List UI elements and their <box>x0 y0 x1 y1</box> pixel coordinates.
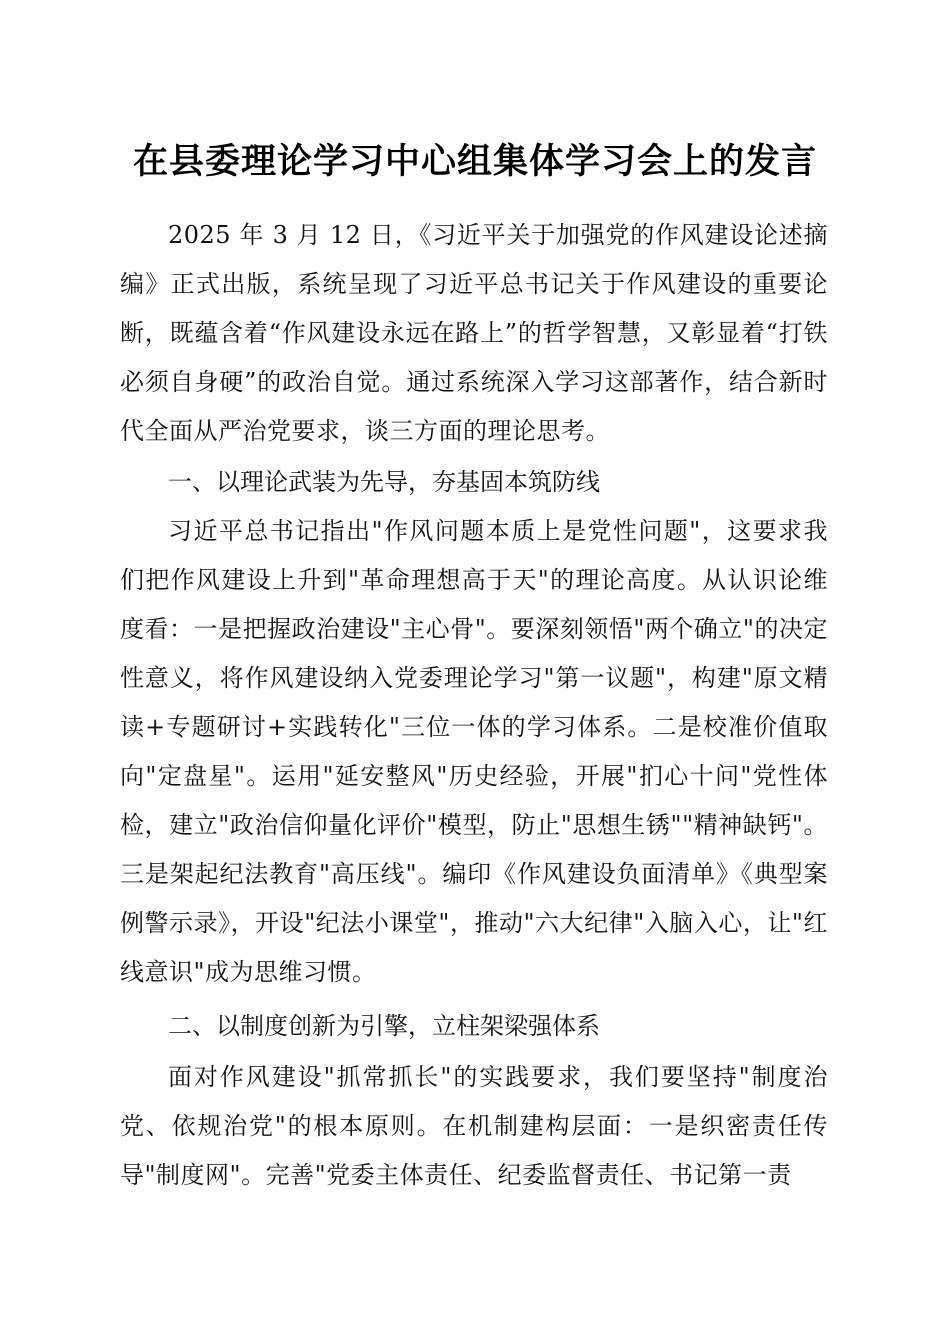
section-1-heading: 一、以理论武装为先导，夯基固本筑防线 <box>168 468 600 496</box>
section-2-heading: 二、以制度创新为引擎，立柱架梁强体系 <box>168 1012 600 1040</box>
section-1-paragraph: 习近平总书记指出"作风问题本质上是党性问题"，这要求我们把作风建设上升到"革命理想高于天"的理论高度。从认识论维度看：一是把握政治建设"主心骨"。要深刻领悟"两个确立"的决定性意义，将作风建设纳入党委理论学习"第一议题"，构建"原文精读+专题研讨+实践转化"三位一体的学习体系。二是校准价值取向"定盘星"。运用"延安整风"历史经验，开展"扪心十问"党性体检，建立"政治信仰量化评价"模型，防止"思想生锈""精神缺钙"。三是架起纪法教育"高压线"。编印《作风建设负面清单》《典型案例警示录》，开设"纪法小课堂"，推动"六大纪律"入脑入心，让"红线意识"成为思维习惯。 <box>120 517 828 986</box>
intro-paragraph: 2025 年 3 月 12 日，《习近平关于加强党的作风建设论述摘编》正式出版，系统呈现了习近平总书记关于作风建设的重要论断，既蕴含着“作风建设永远在路上”的哲学智慧，又彰显着“打铁必须自身硬”的政治自觉。通过系统深入学习这部著作，结合新时代全面从严治党要求，谈三方面的理论思考。 <box>120 221 828 445</box>
document-title: 在县委理论学习中心组集体学习会上的发言 <box>132 141 817 182</box>
section-2-paragraph: 面对作风建设"抓常抓长"的实践要求，我们要坚持"制度治党、依规治党"的根本原则。在机制建构层面：一是织密责任传导"制度网"。完善"党委主体责任、纪委监督责任、书记第一责 <box>120 1063 828 1189</box>
